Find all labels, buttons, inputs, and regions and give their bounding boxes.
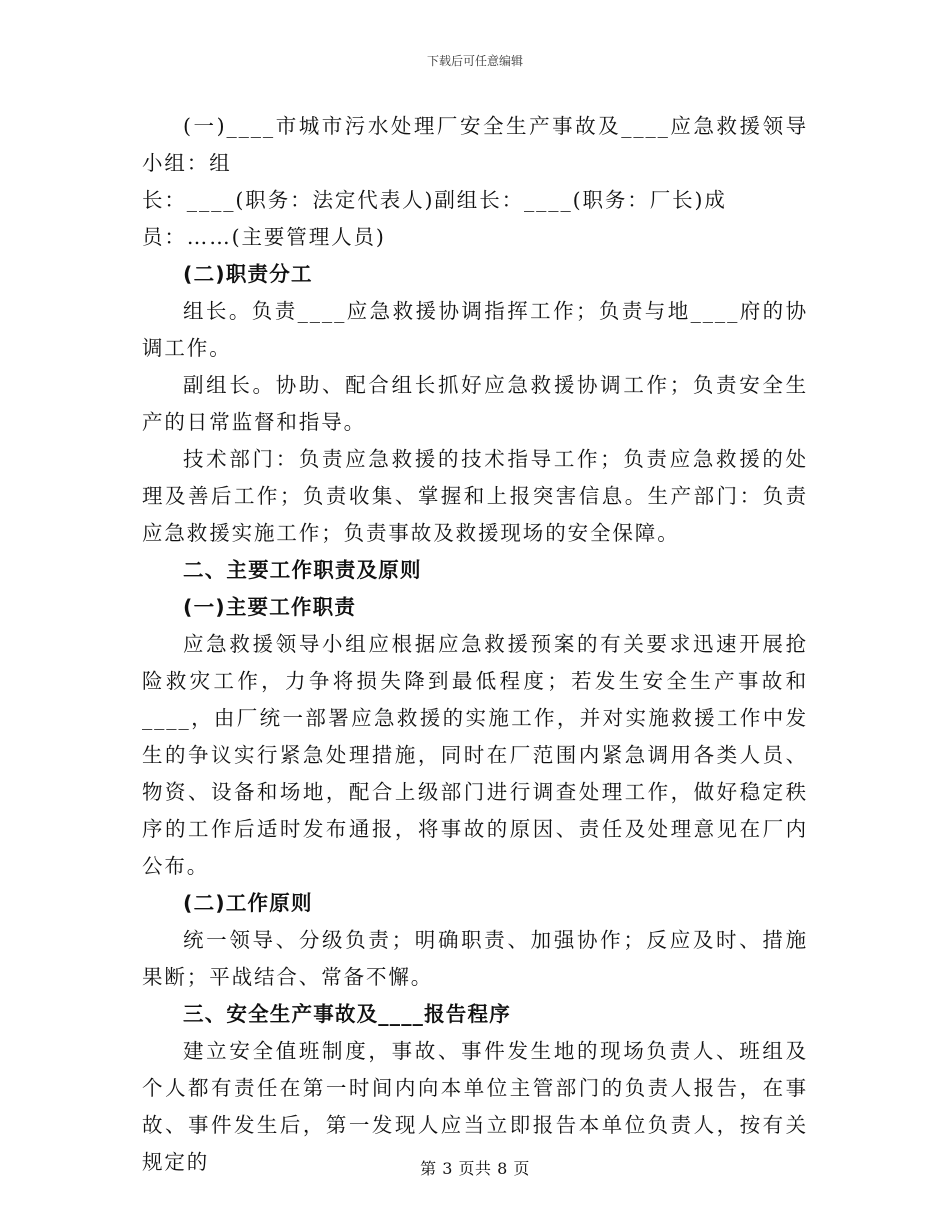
heading-section-two: 二、主要工作职责及原则 xyxy=(183,558,422,582)
heading-main-duties: (一)主要工作职责 xyxy=(183,595,357,619)
heading-section-three: 三、安全生产事故及____报告程序 xyxy=(183,1002,511,1026)
paragraph-reporting: 建立安全值班制度，事故、事件发生地的现场负责人、班组及个人都有责任在第一时间内向本单位主管部门的负责人报告，在事故、事件发生后，第一发现人应当立即报告本单位负责人，按有关规定的 xyxy=(142,1039,808,1174)
paragraph-department-duties: 技术部门：负责应急救援的技术指导工作；负责应急救援的处理及善后工作；负责收集、掌握和上报突害信息。生产部门：负责应急救援实施工作；负责事故及救援现场的安全保障。 xyxy=(142,447,808,545)
paragraph-leader-duties: 组长。负责____应急救援协调指挥工作；负责与地____府的协调工作。 xyxy=(142,299,808,360)
paragraph-leader-roles: 长：____(职务：法定代表人)副组长：____(职务：厂长)成 xyxy=(142,188,727,212)
paragraph-main-duties: 应急救援领导小组应根据应急救援预案的有关要求迅速开展抢险救灾工作，力争将损失降到最低程度；若发生安全生产事故和____，由厂统一部署应急救援的实施工作，并对实施救援工作中发生的争议实行紧急处理措施，同时在厂范围内紧急调用各类人员、物资、设备和场地，配合上级部门进行调查处理工作，做好稳定秩序的工作后适时发布通报，将事故的原因、责任及处理意见在厂内公布。 xyxy=(142,632,808,878)
page-header: 下载后可任意编辑 xyxy=(426,54,523,68)
paragraph-leadership-group: (一)____市城市污水处理厂安全生产事故及____应急救援领导小组：组 xyxy=(142,114,808,175)
paragraph-members: 员：……(主要管理人员) xyxy=(142,225,386,249)
heading-division-of-duties: (二)职责分工 xyxy=(183,262,313,286)
paragraph-deputy-duties: 副组长。协助、配合组长抓好应急救援协调工作；负责安全生产的日常监督和指导。 xyxy=(142,373,808,434)
paragraph-work-principles: 统一领导、分级负责；明确职责、加强协作；反应及时、措施果断；平战结合、常备不懈。 xyxy=(142,928,808,989)
page-footer: 第 3 页共 8 页 xyxy=(420,1159,530,1178)
heading-work-principles: (二)工作原则 xyxy=(183,891,313,915)
document-body xyxy=(142,108,808,1181)
